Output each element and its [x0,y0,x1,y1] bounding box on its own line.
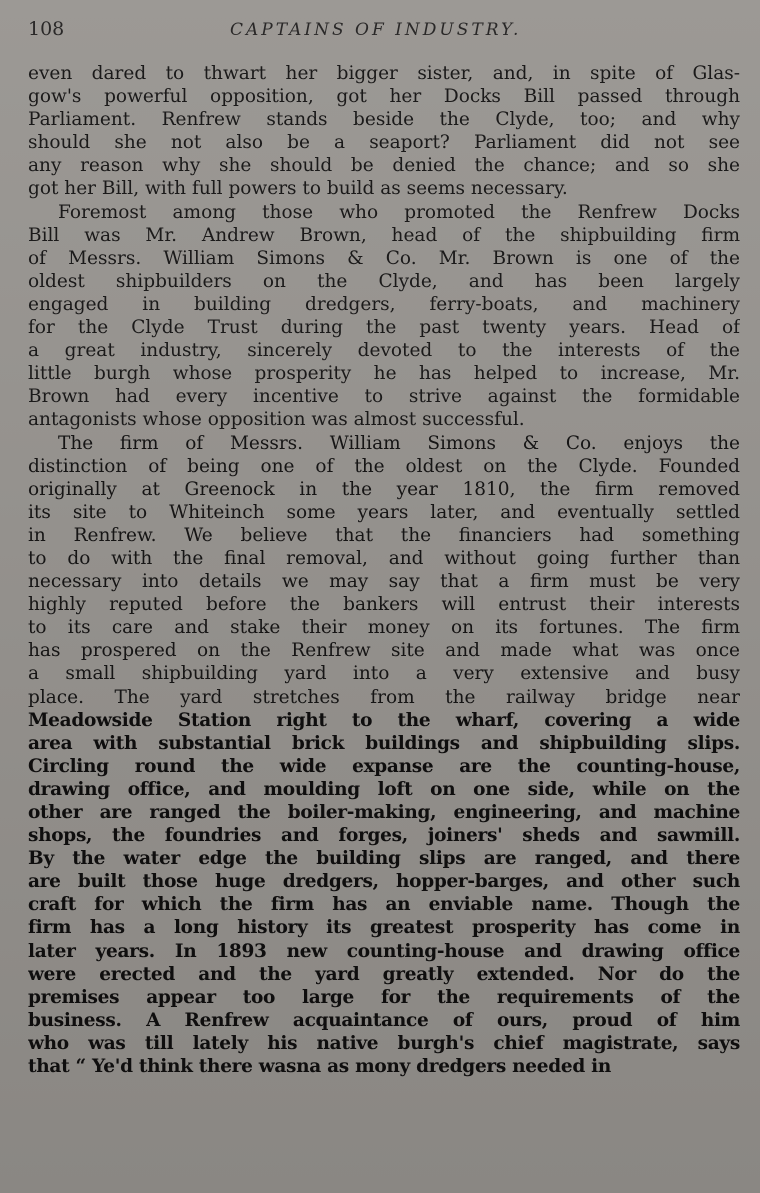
text-line: any reason why she should be denied the chance; and so she [28,155,740,177]
paragraph [28,62,740,201]
text-line: The firm of Messrs. William Simons & Co. enjoys the [58,432,740,454]
text-line: business. A Renfrew acquaintance of ours, proud of him [28,1009,740,1031]
text-line: shops, the foundries and forges, joiners' sheds and sawmill. [28,825,740,847]
text-line: should she not also be a seaport? Parliament did not see [28,132,740,154]
paragraph [28,201,740,432]
text-line: distinction of being one of the oldest on the Clyde. Founded [28,455,740,477]
text-line: were erected and the yard greatly extended. Nor do the [28,963,740,985]
text-line: gow's powerful opposition, got her Docks Bill passed through [28,86,740,108]
text-line: other are ranged the boiler-making, engineering, and machine [28,802,740,823]
running-head: CAPTAINS OF INDUSTRY. [230,20,522,40]
paragraph [28,432,740,1079]
text-line: area with substantial brick buildings and shipbuilding slips. [28,732,740,754]
text-line: for the Clyde Trust during the past twenty years. Head of [28,317,740,339]
body-text [28,62,740,1078]
text-line: has prospered on the Renfrew site and made what was once [28,640,740,662]
text-line: that “ Ye'd think there wasna as mony dredgers needed in [28,1056,611,1078]
text-line: By the water edge the building slips are ranged, and there [28,848,740,870]
text-line: necessary into details we may say that a firm must be very [28,571,740,593]
page-header [0,14,760,44]
text-line: premises appear too large for the requirements of the [28,986,740,1008]
text-line: firm has a long history its greatest prosperity has come in [28,917,740,939]
text-line: got her Bill, with full powers to build as seems necessary. [28,178,568,200]
text-line: Parliament. Renfrew stands beside the Clyde, too; and why [28,109,740,131]
text-line: originally at Greenock in the year 1810, the firm removed [28,478,740,500]
text-line: oldest shipbuilders on the Clyde, and has been largely [28,270,740,292]
text-line: later years. In 1893 new counting-house and drawing office [28,940,740,962]
text-line: to its care and stake their money on its fortunes. The firm [28,617,740,639]
text-line: of Messrs. William Simons & Co. Mr. Brown is one of the [28,247,740,269]
text-line: its site to Whiteinch some years later, and eventually settled [28,501,740,523]
text-line: Circling round the wide expanse are the counting-house, [28,755,740,777]
text-line: place. The yard stretches from the railway bridge near [28,686,740,708]
text-line: Meadowside Station right to the wharf, covering a wide [28,709,740,731]
text-line: drawing office, and moulding loft on one side, while on the [28,778,740,800]
text-line: a great industry, sincerely devoted to the interests of the [28,340,740,362]
page-number: 108 [28,18,65,40]
text-line: Bill was Mr. Andrew Brown, head of the shipbuilding firm [28,224,740,246]
text-line: highly reputed before the bankers will entrust their interests [28,594,740,616]
text-line: are built those huge dredgers, hopper-barges, and other such [28,871,740,893]
text-line: in Renfrew. We believe that the financiers had something [28,524,740,546]
text-line: little burgh whose prosperity he has helped to increase, Mr. [28,363,740,385]
text-line: engaged in building dredgers, ferry-boats, and machinery [28,293,740,315]
text-line: a small shipbuilding yard into a very extensive and busy [28,663,740,685]
text-line: even dared to thwart her bigger sister, and, in spite of Glas- [28,63,740,84]
text-line: antagonists whose opposition was almost successful. [28,409,525,431]
text-line: craft for which the firm has an enviable name. Though the [28,894,740,916]
text-line: to do with the final removal, and without going further than [28,547,740,569]
text-line: Foremost among those who promoted the Renfrew Docks [58,201,740,223]
text-line: Brown had every incentive to strive against the formidable [28,386,740,408]
text-line: who was till lately his native burgh's chief magistrate, says [28,1032,740,1054]
